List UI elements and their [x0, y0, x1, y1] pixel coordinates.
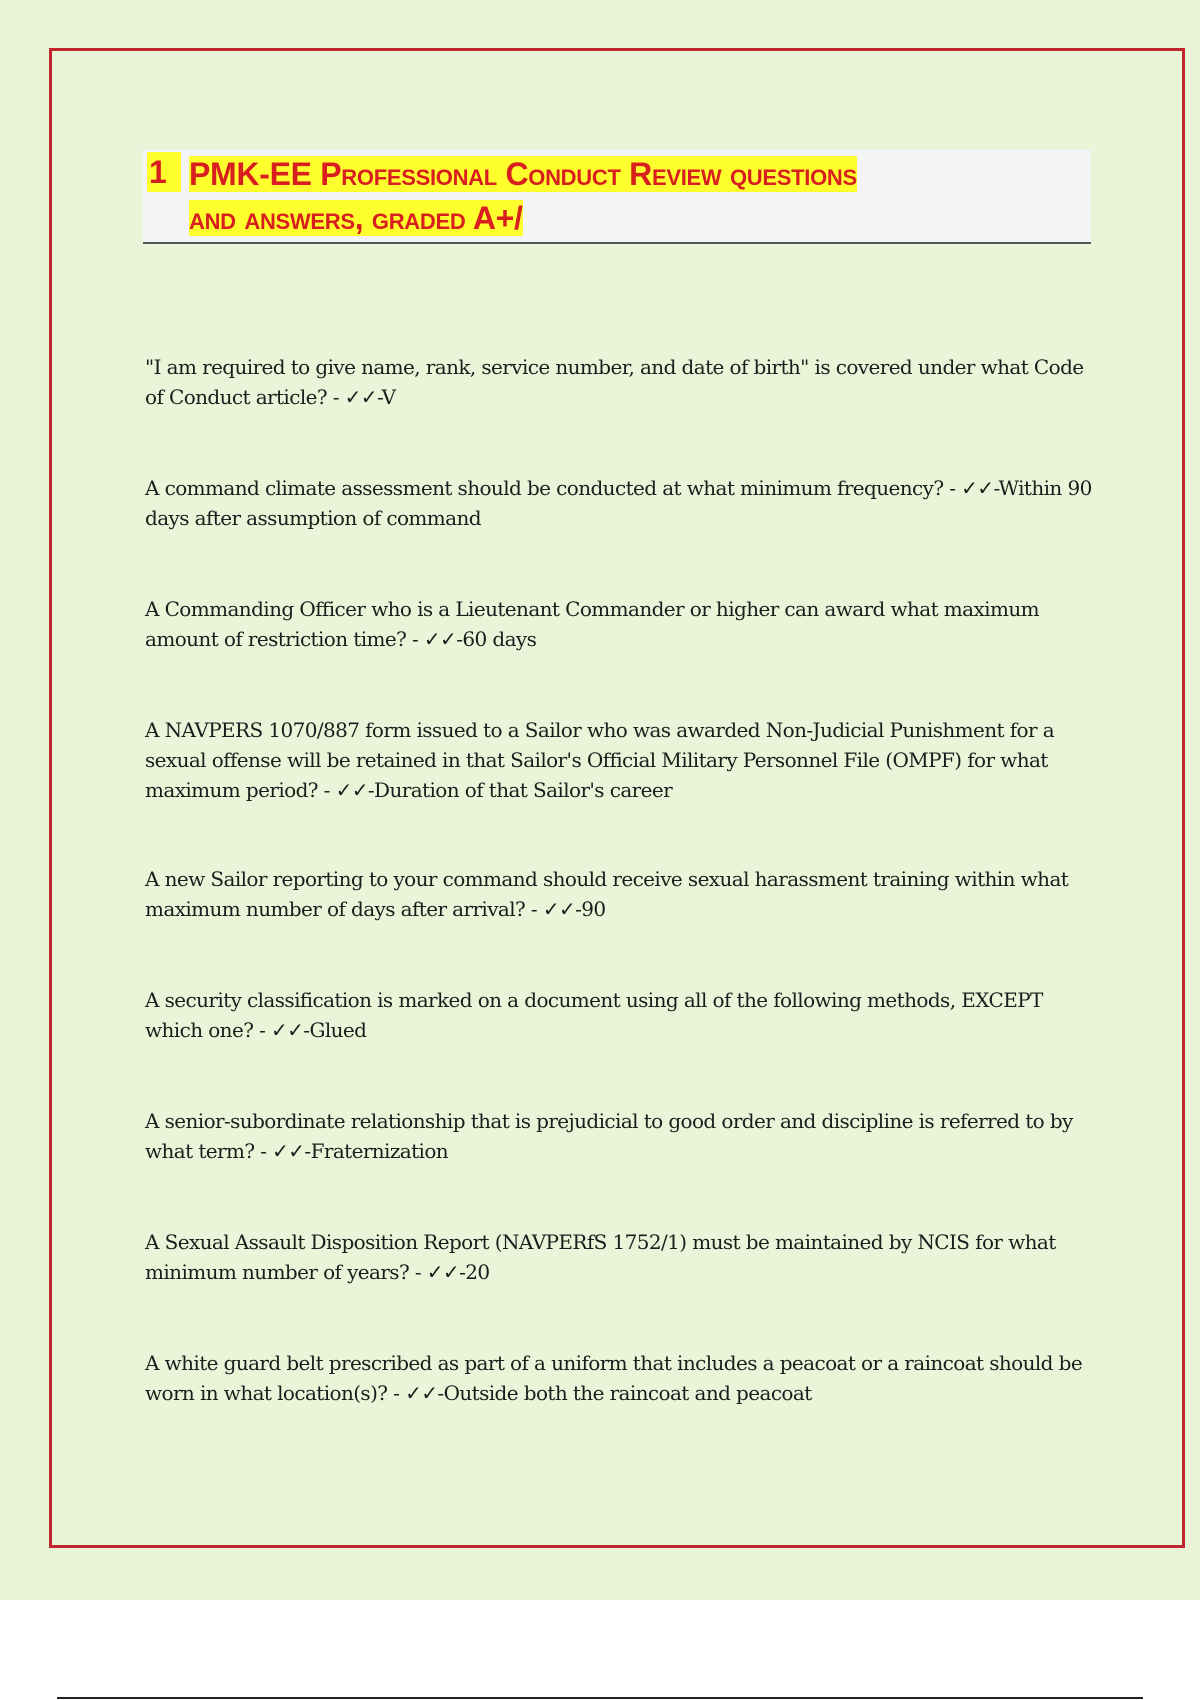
- document-title: [189, 152, 1089, 240]
- qa-list: [145, 332, 1095, 1469]
- qa-item: A new Sailor reporting to your command should receive sexual harassment training within what maximum number of days after arrival? - ✓✓-90: [145, 867, 1069, 921]
- footer-rule: [57, 1697, 1143, 1699]
- qa-item: A NAVPERS 1070/887 form issued to a Sailor who was awarded Non-Judicial Punishment for a sexual offense will be retained in that Sailor's Official Military Personnel File (OMPF) for what maximum period? - ✓✓-Duration of that Sailor's career: [145, 718, 1055, 802]
- qa-item: A command climate assessment should be conducted at what minimum frequency? - ✓✓-Within 90 days after assumption of command: [145, 476, 1092, 530]
- qa-item: A Sexual Assault Disposition Report (NAVPERfS 1752/1) must be maintained by NCIS for what minimum number of years? - ✓✓-20: [145, 1230, 1056, 1284]
- qa-item: A Commanding Officer who is a Lieutenant Commander or higher can award what maximum amount of restriction time? - ✓✓-60 days: [145, 597, 1039, 651]
- title-line-1: PMK-EE Professional Conduct Review questions: [189, 156, 857, 192]
- qa-item: A senior-subordinate relationship that is prejudicial to good order and discipline is referred to by what term? - ✓✓-Fraternization: [145, 1109, 1073, 1163]
- title-line-2: and answers, graded A+/: [189, 200, 523, 236]
- document-heading: [143, 150, 1091, 244]
- qa-item: "I am required to give name, rank, service number, and date of birth" is covered under what Code of Conduct article? - ✓✓-V: [145, 355, 1084, 409]
- heading-number: 1: [147, 152, 181, 192]
- qa-item: A security classification is marked on a document using all of the following methods, EXCEPT which one? - ✓✓-Glued: [145, 988, 1043, 1042]
- qa-item: A white guard belt prescribed as part of a uniform that includes a peacoat or a raincoat should be worn in what location(s)? - ✓✓-Outside both the raincoat and peacoat: [145, 1351, 1083, 1405]
